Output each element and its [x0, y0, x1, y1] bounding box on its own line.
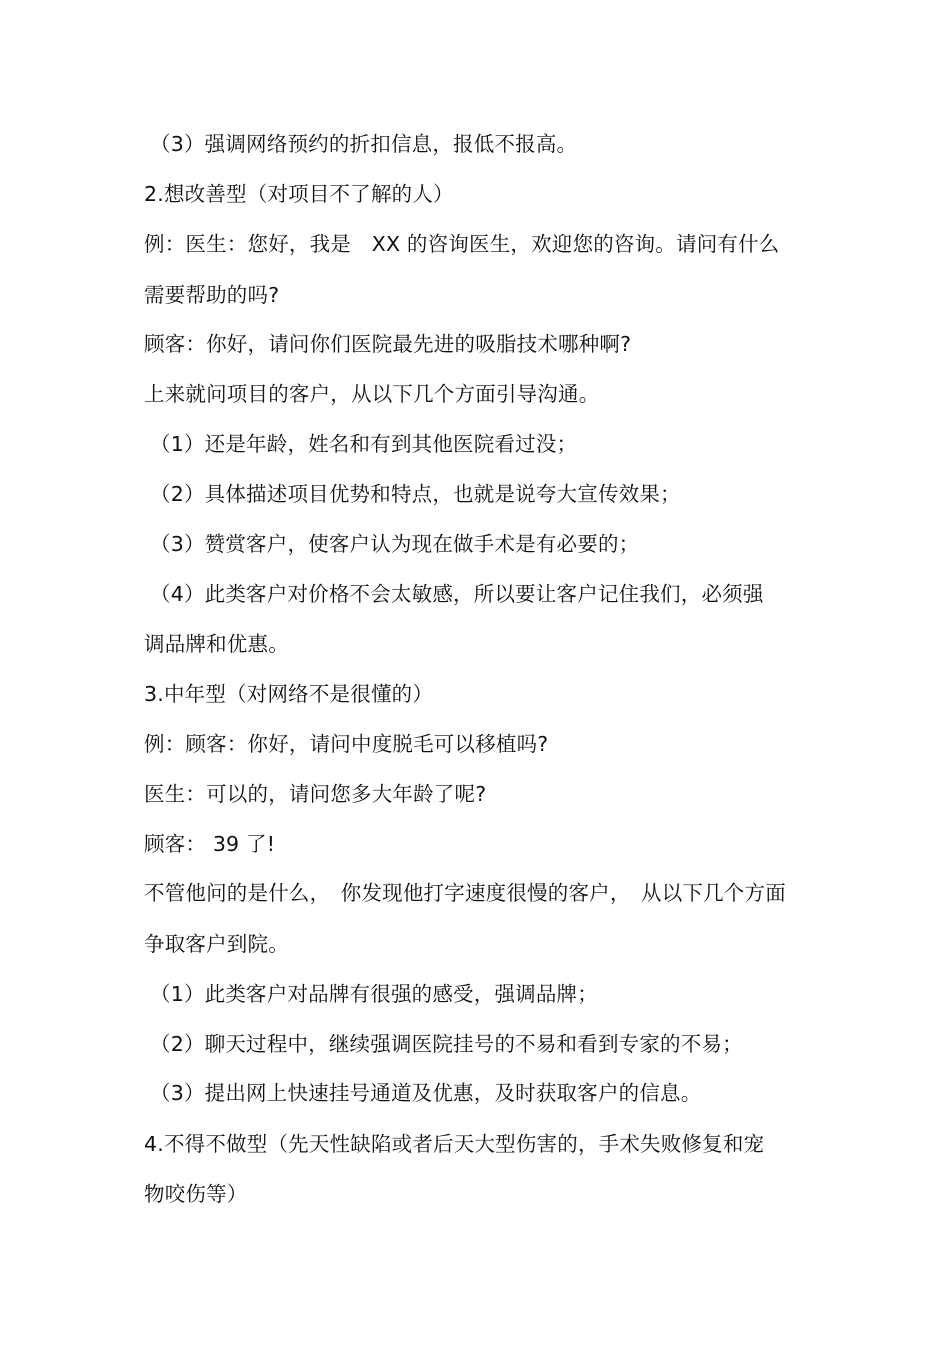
text-line: 例：顾客：你好，请问中度脱毛可以移植吗? [144, 732, 549, 756]
list-item: （3）赞赏客户，使客户认为现在做手术是有必要的； [150, 532, 640, 556]
text-line: 顾客：你好，请问你们医院最先进的吸脂技术哪种啊? [144, 332, 632, 356]
list-item: （1）还是年龄，姓名和有到其他医院看过没； [150, 432, 578, 456]
text-line: 需要帮助的吗? [144, 283, 280, 307]
list-item: （3）提出网上快速挂号通道及优惠，及时获取客户的信息。 [150, 1081, 702, 1105]
section-heading: 2.想改善型（对项目不了解的人） [144, 182, 454, 206]
text-line: 不管他问的是什么， 你发现他打字速度很慢的客户， 从以下几个方面 [144, 881, 786, 905]
list-item: （2）聊天过程中，继续强调医院挂号的不易和看到专家的不易； [150, 1032, 743, 1056]
text-line: 上来就问项目的客户，从以下几个方面引导沟通。 [144, 382, 600, 406]
text-line: 医生：可以的，请问您多大年龄了呢? [144, 782, 487, 806]
text-line: （3）强调网络预约的折扣信息，报低不报高。 [150, 132, 578, 156]
section-heading: 4.不得不做型（先天性缺陷或者后天大型伤害的，手术失败修复和宠 [144, 1132, 765, 1156]
list-item: （2）具体描述项目优势和特点，也就是说夸大宣传效果； [150, 482, 681, 506]
list-item: （1）此类客户对品牌有很强的感受，强调品牌； [150, 982, 598, 1006]
text-line: 物咬伤等） [144, 1182, 248, 1206]
section-heading: 3.中年型（对网络不是很懂的） [144, 682, 434, 706]
text-line: 调品牌和优惠。 [144, 632, 289, 656]
list-item: （4）此类客户对价格不会太敏感，所以要让客户记住我们，必须强 [150, 582, 764, 606]
text-line: 争取客户到院。 [144, 932, 289, 956]
text-line: 例：医生：您好，我是 XX 的咨询医生，欢迎您的咨询。请问有什么 [144, 232, 780, 256]
text-line: 顾客： 39 了! [144, 832, 276, 856]
